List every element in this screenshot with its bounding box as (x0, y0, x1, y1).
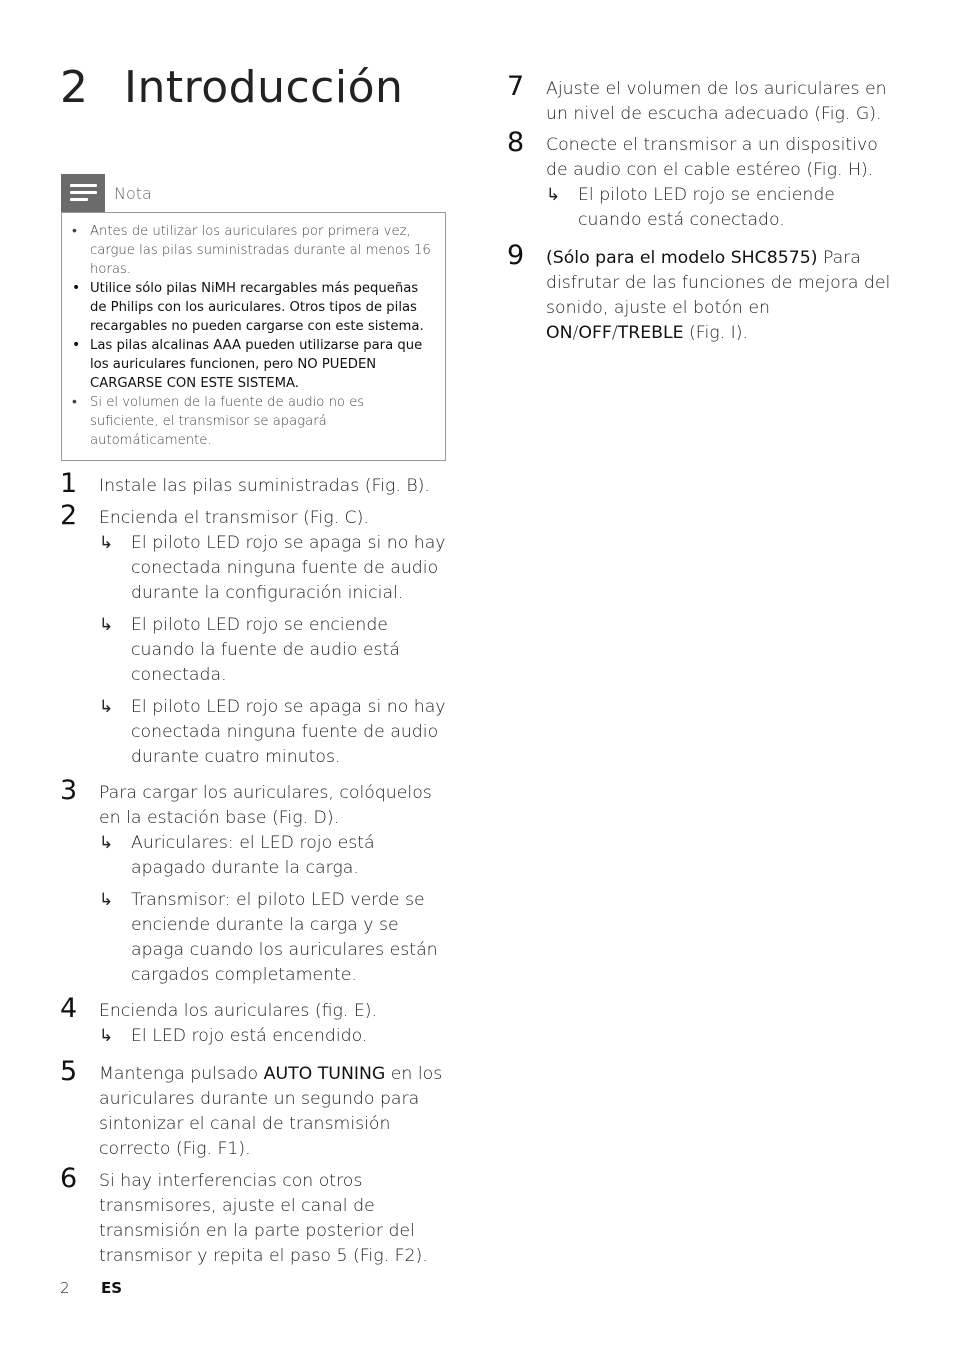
button-name-auto-tuning: AUTO TUNING (263, 1064, 386, 1084)
model-note: (Sólo para el modelo SHC8575) (546, 248, 818, 268)
switch-label-off: OFF (578, 323, 612, 343)
result-text: Auriculares: el LED rojo está apagado durante la carga. (131, 833, 375, 878)
note-title: Nota (114, 183, 152, 203)
step-text: Encienda los auriculares (fig. E). (99, 1001, 377, 1021)
result-arrow-icon: ↳ (546, 185, 561, 205)
page-footer (60, 1279, 122, 1297)
result-text: El LED rojo está encendido. (131, 1026, 368, 1046)
step-text: Conecte el transmisor a un dispositivo de audio con el cable estéreo (Fig. H). (546, 135, 878, 180)
step-text-part: (Fig. I). (683, 323, 748, 343)
step-number: 2 (60, 500, 78, 531)
note-item: • Antes de utilizar los auriculares por primera vez, cargue las pilas suministradas durante al menos 16 horas. (72, 222, 433, 279)
note-item: • Si el volumen de la fuente de audio no es suficiente, el transmisor se apagará automáticamente. (72, 393, 433, 450)
note-lines-icon (61, 174, 105, 212)
step-8 (507, 127, 899, 233)
step-text: Encienda el transmisor (Fig. C). (99, 508, 369, 528)
step-4 (60, 993, 446, 1049)
note-header (61, 174, 446, 212)
step-9 (507, 240, 899, 346)
step-number: 1 (60, 468, 78, 499)
result-arrow-icon: ↳ (99, 833, 114, 853)
page-number: 2 (60, 1279, 70, 1297)
step-text: Para cargar los auriculares, colóquelos en la estación base (Fig. D). (99, 783, 432, 828)
note-list (72, 222, 433, 450)
step-text: Instale las pilas suministradas (Fig. B). (99, 476, 430, 496)
step-result (99, 613, 446, 688)
step-7 (507, 71, 899, 127)
steps-right (507, 71, 899, 346)
result-arrow-icon: ↳ (99, 533, 114, 553)
note-item: • Utilice sólo pilas NiMH recargables más pequeñas de Philips con los auriculares. Otros tipos de pilas recargables no pueden cargarse con este sistema. (72, 279, 433, 336)
step-result (99, 831, 446, 881)
step-text: Ajuste el volumen de los auriculares en un nivel de escucha adecuado (Fig. G). (546, 79, 887, 124)
result-text: El piloto LED rojo se apaga si no hay conectada ninguna fuente de audio durante cuatro minutos. (131, 697, 446, 767)
step-result (99, 531, 446, 606)
step-text (546, 246, 899, 346)
separator: / (611, 323, 618, 343)
step-6 (60, 1163, 446, 1269)
step-2 (60, 500, 446, 770)
step-number: 3 (60, 775, 78, 806)
step-text-part: en los auriculares durante un segundo para sintonizar el canal de transmisión correcto (Fig. F1). (99, 1064, 443, 1159)
step-number: 4 (60, 993, 78, 1024)
result-arrow-icon: ↳ (99, 1026, 114, 1046)
note-box (61, 212, 446, 461)
step-result (99, 888, 446, 988)
step-result (99, 695, 446, 770)
chapter-title: Introducción (124, 62, 404, 113)
step-number: 5 (60, 1056, 78, 1087)
step-5 (60, 1056, 446, 1162)
step-number: 9 (507, 240, 525, 271)
note-panel (61, 174, 446, 461)
result-arrow-icon: ↳ (99, 890, 114, 910)
switch-label-treble: TREBLE (617, 323, 684, 343)
result-arrow-icon: ↳ (99, 697, 114, 717)
result-text: El piloto LED rojo se apaga si no hay conectada ninguna fuente de audio durante la configuración inicial. (131, 533, 446, 603)
step-number: 7 (507, 71, 525, 102)
step-1 (60, 468, 446, 499)
step-3 (60, 775, 446, 988)
step-result (546, 183, 899, 233)
step-text-part: Para disfrutar de las funciones de mejora del sonido, ajuste el botón en (546, 248, 891, 318)
step-number: 8 (507, 127, 525, 158)
step-text: Si hay interferencias con otros transmisores, ajuste el canal de transmisión en la parte posterior del transmisor y repita el paso 5 (Fig. F2). (99, 1171, 428, 1266)
steps-left (60, 468, 446, 1269)
step-number: 6 (60, 1163, 78, 1194)
step-result (99, 1024, 446, 1049)
result-text: El piloto LED rojo se enciende cuando la fuente de audio está conectada. (131, 615, 400, 685)
result-text: El piloto LED rojo se enciende cuando está conectado. (578, 185, 835, 230)
chapter-heading (60, 62, 403, 113)
separator: / (572, 323, 579, 343)
step-text-part: Mantenga pulsado (99, 1064, 264, 1084)
note-item: • Las pilas alcalinas AAA pueden utilizarse para que los auriculares funcionen, pero NO PUEDEN CARGARSE CON ESTE SISTEMA. (72, 336, 433, 393)
switch-label-on: ON (546, 323, 573, 343)
result-arrow-icon: ↳ (99, 615, 114, 635)
chapter-number: 2 (60, 62, 89, 113)
result-text: Transmisor: el piloto LED verde se enciende durante la carga y se apaga cuando los auriculares están cargados completamente. (131, 890, 438, 985)
step-text (99, 1062, 446, 1162)
language-code: ES (101, 1279, 123, 1297)
